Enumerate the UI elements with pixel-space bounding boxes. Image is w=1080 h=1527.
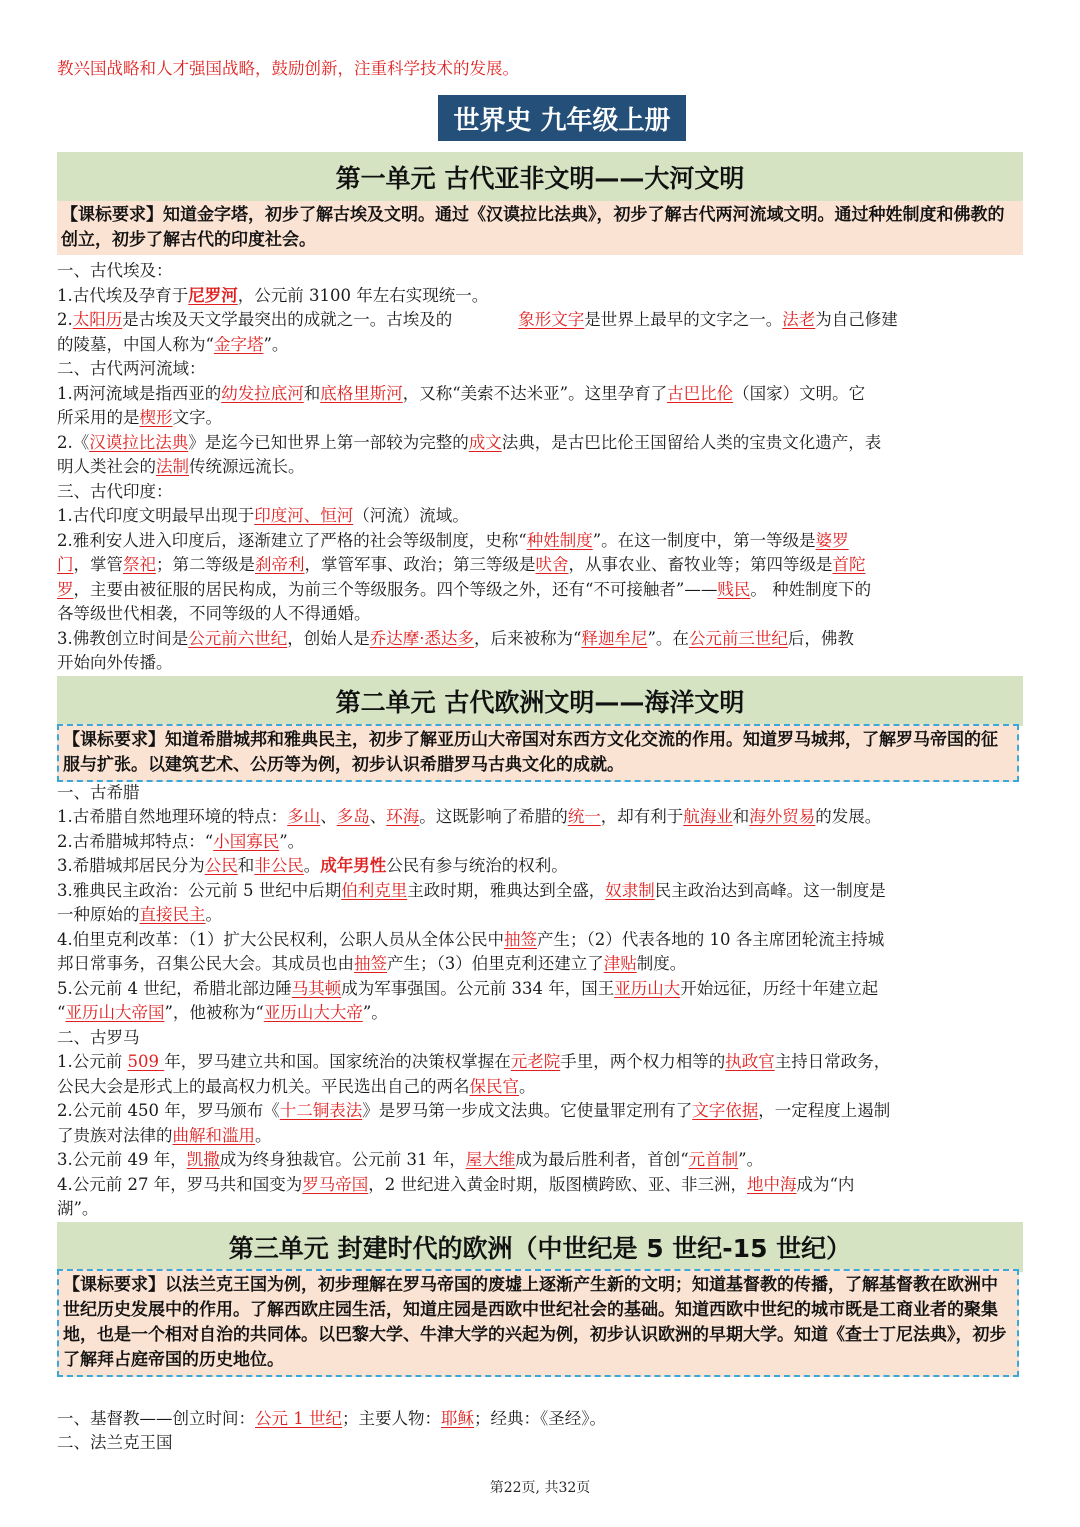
req-text: 以法兰克王国为例，初步理解在罗马帝国的废墟上逐渐产生新的文明；知道基督教的传播，了解基督教在欧洲中世纪历史发展中的作用。了解西欧庄园生活，知道庄园是西欧中世纪社会的基础。知道西欧中世纪的城市既是工商业者的聚集地，也是一个相对自治的共同体。以巴黎大学、牛津大学的兴起为例，初步认识欧洲的早期大学。知道《查士丁尼法典》，初步了解拜占庭帝国的历史地位。 [63,1275,1007,1370]
text-line: 门，掌管祭祀；第二等级是刹帝利，掌管军事、政治；第三等级是吠舍，从事农业、畜牧业等；第四等级是首陀 [57,555,866,574]
text-line: 2.古希腊城邦特点：“小国寡民”。 [57,832,305,851]
text-line: 明人类社会的法制传统源远流长。 [57,457,305,476]
unit-1-requirements [57,201,1023,255]
top-line: 教兴国战略和人才强国战略，鼓励创新，注重科学技术的发展。 [57,59,519,78]
unit-2-title: 第二单元 古代欧洲文明——海洋文明 [57,676,1023,726]
text-line: 2.《汉谟拉比法典》是迄今已知世界上第一部较为完整的成文法典，是古巴比伦王国留给人类的宝贵文化遗产，表 [57,433,882,452]
text-line: 5.公元前 4 世纪，希腊北部边陲马其顿成为军事强国。公元前 334 年，国王亚历山大开始远征，历经十年建立起 [57,979,879,998]
text-line: 一种原始的直接民主。 [57,905,222,924]
page-banner: 世界史 九年级上册 [438,95,686,141]
heading: 二、古代两河流域： [57,359,206,378]
text-line: 的陵墓，中国人称为“金字塔”。 [57,335,289,354]
unit-2-requirements [57,724,1019,782]
req-text: 知道金字塔，初步了解古埃及文明。通过《汉谟拉比法典》，初步了解古代两河流域文明。通过种姓制度和佛教的创立，初步了解古代的印度社会。 [61,205,1005,250]
heading: 一、古希腊 [57,783,140,802]
req-label: 【课标要求】 [61,205,163,225]
text-line: 3.雅典民主政治：公元前 5 世纪中后期伯利克里主政时期，雅典达到全盛，奴隶制民主政治达到高峰。这一制度是 [57,881,886,900]
text-line: 邦日常事务，召集公民大会。其成员也由抽签产生；（3）伯里克利还建立了津贴制度。 [57,954,687,973]
text-line: 了贵族对法律的曲解和滥用。 [57,1126,272,1145]
text-line: 1.古希腊自然地理环境的特点：多山、多岛、环海。这既影响了希腊的统一，却有利于航海业和海外贸易的发展。 [57,807,882,826]
text-line: 1.公元前 509 年，罗马建立共和国。国家统治的决策权掌握在元老院手里，两个权力相等的执政官主持日常政务， [57,1052,891,1071]
text-line: 3.佛教创立时间是公元前六世纪，创始人是乔达摩·悉达多，后来被称为“释迦牟尼”。在公元前三世纪后，佛教 [57,629,854,648]
heading: 三、古代印度： [57,482,173,501]
req-text: 知道希腊城邦和雅典民主，初步了解亚历山大帝国对东西方文化交流的作用。知道罗马城邦，了解罗马帝国的征服与扩张。以建筑艺术、公历等为例，初步认识希腊罗马古典文化的成就。 [63,730,998,775]
text-line: 2.雅利安人进入印度后，逐渐建立了严格的社会等级制度，史称“种姓制度”。在这一制度中，第一等级是婆罗 [57,531,849,550]
text-line: 湖”。 [57,1199,99,1218]
text-line: 1.古代埃及孕育于尼罗河，公元前 3100 年左右实现统一。 [57,286,489,305]
text-line: 4.伯里克利改革：（1）扩大公民权利，公职人员从全体公民中抽签产生；（2）代表各地的 10 各主席团轮流主持城 [57,930,885,949]
text-line: “亚历山大帝国”，他被称为“亚历山大大帝”。 [57,1003,388,1022]
text-line: 2.公元前 450 年，罗马颁布《十二铜表法》是罗马第一步成文法典。它使量罪定刑有了文字依据，一定程度上遏制 [57,1101,891,1120]
unit-1-title: 第一单元 古代亚非文明——大河文明 [57,152,1023,202]
text-line: 1.两河流域是指西亚的幼发拉底河和底格里斯河，又称“美索不达米亚”。这里孕育了古巴比伦（国家）文明。它 [57,384,866,403]
unit-3-title: 第三单元 封建时代的欧洲（中世纪是 5 世纪-15 世纪） [57,1222,1023,1272]
heading: 一、古代埃及： [57,261,173,280]
text-line: 3.公元前 49 年，凯撒成为终身独裁官。公元前 31 年，屋大维成为最后胜利者，首创“元首制”。 [57,1150,764,1169]
text-line: 2.太阳历是古埃及天文学最突出的成就之一。古埃及的 象形文字是世界上最早的文字之一。法老为自己修建 [57,310,898,329]
text-line: 罗，主要由被征服的居民构成，为前三个等级服务。四个等级之外，还有“不可接触者”——贱民。 种姓制度下的 [57,580,872,599]
page-footer: 第22页, 共32页 [489,1480,591,1496]
text-line: 4.公元前 27 年，罗马共和国变为罗马帝国，2 世纪进入黄金时期，版图横跨欧、亚、非三洲，地中海成为“内 [57,1175,855,1194]
text-line: 3.希腊城邦居民分为公民和非公民。成年男性公民有参与统治的权利。 [57,856,568,875]
text-line: 开始向外传播。 [57,653,173,672]
text-line: 公民大会是形式上的最高权力机关。平民选出自己的两名保民官。 [57,1077,536,1096]
req-label: 【课标要求】 [63,1275,165,1295]
text-line: 所采用的是楔形文字。 [57,408,222,427]
text-line: 各等级世代相袭，不同等级的人不得通婚。 [57,604,371,623]
unit-3-requirements [57,1269,1019,1377]
heading: 二、古罗马 [57,1028,140,1047]
text-line: 一、基督教——创立时间：公元 1 世纪；主要人物：耶稣；经典：《圣经》。 [57,1409,606,1428]
req-label: 【课标要求】 [63,730,165,750]
heading: 二、法兰克王国 [57,1433,173,1452]
text-line: 1.古代印度文明最早出现于印度河、恒河（河流）流域。 [57,506,469,525]
